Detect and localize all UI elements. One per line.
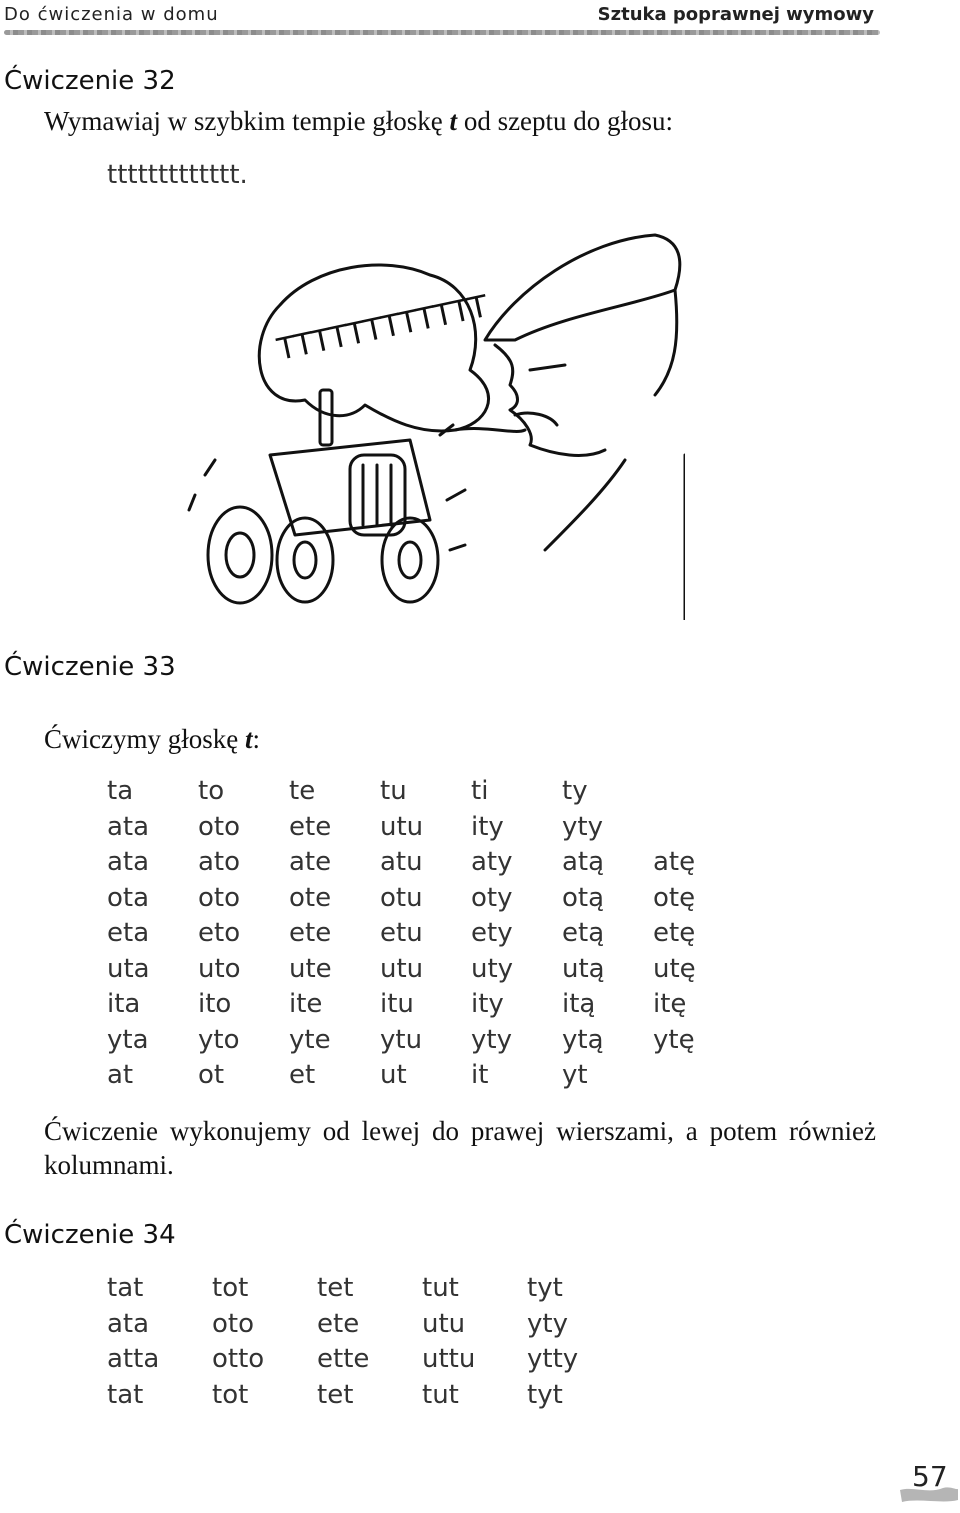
syllable-cell: ito [198,989,232,1019]
syllable-cell: utu [380,811,424,842]
syllable-cell: ot [198,1060,225,1090]
header-rule [4,30,880,35]
exercise-33-intro-after: : [252,724,261,754]
syllable-cell: utą [562,953,605,984]
syllable-cell: ata [107,811,150,842]
syllable-cell: yta [107,1024,149,1055]
header-right-text: Sztuka poprawnej wymowy [597,4,874,25]
exercise-32-sequence: ttttttttttttt. [107,160,248,190]
exercise-33-intro [44,724,260,755]
face-profile [495,345,605,455]
exercise-33-note: Ćwiczenie wykonujemy od lewej do prawej wierszami, a potem również kolumnami. [44,1116,876,1180]
syllable-cell: utu [422,1308,466,1339]
syllable-cell: ete [289,811,332,842]
syllable-cell: itu [380,989,414,1019]
syllable-cell: tat [107,1379,144,1410]
syllable-cell: tet [317,1379,354,1410]
syllable-cell: oty [471,882,513,913]
exercise-32-instruction [44,106,673,137]
tractor-front-wheel-left [277,518,333,602]
exercise-33-intro-letter: t [244,724,253,754]
syllable-cell: atta [107,1344,160,1374]
syllable-cell: otę [653,882,696,913]
syllable-cell: yty [471,1024,512,1055]
syllable-cell: tut [422,1379,459,1410]
tractor-driver-illustration [185,220,685,620]
syllable-cell: ette [317,1344,370,1374]
syllable-cell: utę [653,953,696,984]
syllable-cell: ity [471,811,504,842]
syllable-cell: itą [562,989,596,1019]
syllable-cell: uto [198,953,241,984]
syllable-cell: atą [562,847,605,877]
syllable-cell: to [198,776,225,806]
syllable-cell: etu [380,918,423,948]
syllable-cell: etę [653,918,696,948]
syllable-cell: ato [198,847,241,877]
syllable-cell: yto [198,1024,240,1055]
speech-bubble-tail [455,429,525,432]
syllable-cell: tet [317,1273,354,1303]
syllable-cell: yte [289,1024,331,1055]
syllable-cell: tyt [527,1379,563,1410]
syllable-cell: utu [380,953,424,984]
syllable-cell: ata [107,1308,150,1339]
syllable-cell: ete [317,1308,360,1339]
exercise-32-instruction-letter: t [449,106,458,136]
syllable-cell: itę [653,989,687,1019]
syllable-cell: uty [471,953,514,984]
syllable-cell: otu [380,882,423,913]
syllable-cell: yty [562,811,603,842]
syllable-cell: oto [198,811,241,842]
syllable-cell: etą [562,918,605,948]
syllable-cell: ytą [562,1024,604,1055]
syllable-cell: ote [289,882,332,913]
syllable-cell: tut [422,1273,459,1303]
header-left-text: Do ćwiczenia w domu [4,4,219,25]
syllable-cell: ty [562,776,588,806]
running-header [0,0,880,40]
exercise-32-instruction-after: od szeptu do głosu: [457,106,674,136]
syllable-cell: atu [380,847,423,877]
syllable-cell: ita [107,989,141,1019]
exercise-34-title: Ćwiczenie 34 [4,1220,176,1250]
exercise-32-instruction-before: Wymawiaj w szybkim tempie głoskę [44,106,450,136]
syllable-cell: eta [107,918,150,948]
syllable-cell: at [107,1060,134,1090]
syllable-cell: it [471,1060,489,1090]
syllable-cell: oto [198,882,241,913]
cap [485,235,680,340]
syllable-cell: tyt [527,1273,563,1303]
speech-letters: TTTTTTTTTTTT [274,289,492,368]
syllable-cell: ytę [653,1024,695,1055]
tractor-exhaust [320,390,332,445]
syllable-cell: oto [212,1308,255,1339]
exercise-32-title: Ćwiczenie 32 [4,66,176,96]
page-number: 57 [912,1460,948,1493]
exercise-33-intro-before: Ćwiczymy głoskę [44,724,245,754]
syllable-cell: ute [289,953,332,984]
syllable-cell: ota [107,882,150,913]
syllable-cell: tot [212,1273,249,1303]
syllable-cell: ite [289,989,323,1019]
syllable-cell: ut [380,1060,407,1090]
syllable-cell: ytty [527,1344,579,1374]
tractor-rear-wheel [208,507,272,603]
syllable-cell: ti [471,776,489,806]
syllable-cell: uttu [422,1344,476,1374]
syllable-cell: te [289,776,316,806]
syllable-cell: eto [198,918,241,948]
syllable-cell: aty [471,847,513,877]
tractor-front-wheel-right [382,518,438,602]
syllable-cell: otą [562,882,605,913]
syllable-cell: tat [107,1273,144,1303]
syllable-cell: tu [380,776,407,806]
exercise-33-title: Ćwiczenie 33 [4,652,176,682]
syllable-cell: tot [212,1379,249,1410]
eye [530,365,565,370]
collar [545,455,685,620]
syllable-cell: ete [289,918,332,948]
syllable-cell: otto [212,1344,265,1374]
syllable-cell: uta [107,953,150,984]
syllable-cell: et [289,1060,316,1090]
syllable-cell: ta [107,776,134,806]
syllable-cell: ity [471,989,504,1019]
syllable-cell: ytu [380,1024,423,1055]
syllable-cell: yty [527,1308,568,1339]
syllable-cell: ata [107,847,150,877]
syllable-cell: ety [471,918,513,948]
syllable-cell: ate [289,847,332,877]
syllable-cell: yt [562,1060,588,1090]
page-number-badge [898,1460,960,1508]
syllable-cell: atę [653,847,696,877]
